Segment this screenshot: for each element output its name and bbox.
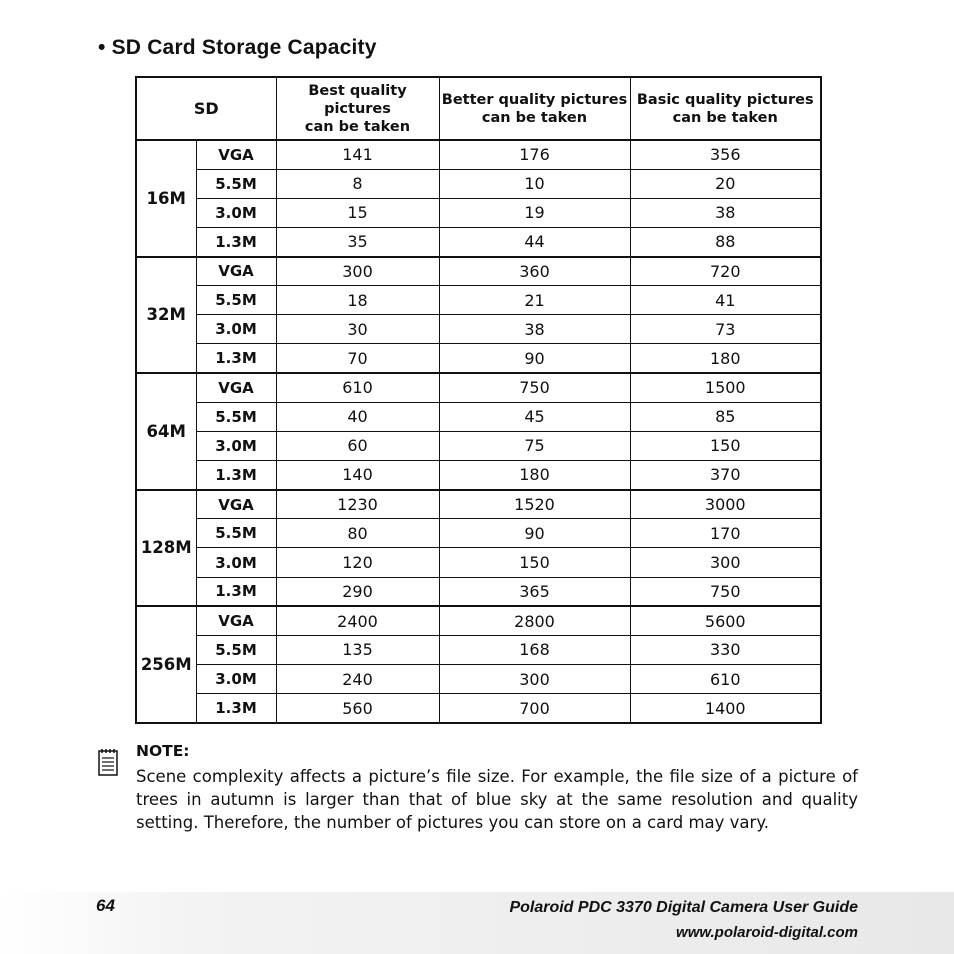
best-quality-cell: 70	[276, 344, 439, 373]
card-size-cell: 64M	[136, 373, 196, 490]
resolution-cell: 3.0M	[196, 548, 276, 577]
resolution-cell: 3.0M	[196, 315, 276, 344]
card-size-cell: 16M	[136, 140, 196, 257]
basic-quality-cell: 170	[630, 519, 821, 548]
resolution-cell: 5.5M	[196, 169, 276, 198]
better-quality-cell: 1520	[439, 490, 630, 519]
resolution-cell: VGA	[196, 606, 276, 635]
table-row	[136, 286, 821, 315]
resolution-cell: 3.0M	[196, 198, 276, 227]
resolution-cell: 1.3M	[196, 461, 276, 490]
card-size-cell: 128M	[136, 490, 196, 607]
resolution-cell: 1.3M	[196, 577, 276, 606]
resolution-cell: 1.3M	[196, 227, 276, 256]
guide-url: www.polaroid-digital.com	[676, 924, 858, 941]
basic-quality-cell: 73	[630, 315, 821, 344]
best-quality-header	[276, 77, 439, 140]
basic-quality-header-line2: can be taken	[672, 109, 778, 126]
table-row	[136, 198, 821, 227]
basic-quality-cell: 85	[630, 402, 821, 431]
resolution-cell: 5.5M	[196, 402, 276, 431]
better-quality-header-line2: can be taken	[481, 109, 588, 126]
table-row	[136, 373, 821, 402]
better-quality-cell: 19	[439, 198, 630, 227]
better-quality-cell: 10	[439, 169, 630, 198]
better-quality-cell: 75	[439, 431, 630, 460]
best-quality-cell: 1230	[276, 490, 439, 519]
best-quality-cell: 18	[276, 286, 439, 315]
best-quality-cell: 141	[276, 140, 439, 169]
table-header-row	[136, 77, 821, 140]
basic-quality-cell: 20	[630, 169, 821, 198]
basic-quality-cell: 750	[630, 577, 821, 606]
basic-quality-cell: 38	[630, 198, 821, 227]
best-quality-cell: 40	[276, 402, 439, 431]
table-row	[136, 431, 821, 460]
better-quality-cell: 360	[439, 257, 630, 286]
basic-quality-cell: 720	[630, 257, 821, 286]
basic-quality-cell: 180	[630, 344, 821, 373]
resolution-cell: VGA	[196, 140, 276, 169]
guide-title: Polaroid PDC 3370 Digital Camera User Guide	[509, 899, 858, 916]
basic-quality-cell: 370	[630, 461, 821, 490]
table-row	[136, 315, 821, 344]
basic-quality-cell: 1500	[630, 373, 821, 402]
better-quality-header-line1: Better quality pictures	[441, 91, 628, 108]
resolution-cell: 3.0M	[196, 665, 276, 694]
better-quality-cell: 44	[439, 227, 630, 256]
table-row	[136, 169, 821, 198]
table-row	[136, 402, 821, 431]
better-quality-cell: 21	[439, 286, 630, 315]
best-quality-cell: 240	[276, 665, 439, 694]
best-quality-cell: 300	[276, 257, 439, 286]
resolution-cell: VGA	[196, 257, 276, 286]
table-row	[136, 635, 821, 664]
resolution-cell: 5.5M	[196, 519, 276, 548]
basic-quality-cell: 5600	[630, 606, 821, 635]
best-quality-cell: 80	[276, 519, 439, 548]
best-quality-cell: 290	[276, 577, 439, 606]
table-row	[136, 519, 821, 548]
better-quality-cell: 365	[439, 577, 630, 606]
resolution-cell: 5.5M	[196, 635, 276, 664]
basic-quality-cell: 3000	[630, 490, 821, 519]
best-quality-cell: 35	[276, 227, 439, 256]
basic-quality-header	[630, 77, 821, 140]
page-title: • SD Card Storage Capacity	[98, 36, 377, 59]
table-row	[136, 227, 821, 256]
resolution-cell: VGA	[196, 373, 276, 402]
better-quality-cell: 168	[439, 635, 630, 664]
better-quality-cell: 300	[439, 665, 630, 694]
card-size-cell: 256M	[136, 606, 196, 723]
basic-quality-cell: 41	[630, 286, 821, 315]
better-quality-cell: 90	[439, 344, 630, 373]
resolution-cell: 5.5M	[196, 286, 276, 315]
note-body: Scene complexity affects a picture’s file size. For example, the file size of a picture of trees in autumn is larger than that of blue sky at the same resolution and quality setting. Therefore, the number of pictures you can store on a card may vary.	[136, 767, 858, 832]
table-row	[136, 606, 821, 635]
table-row	[136, 461, 821, 490]
best-quality-header-line2: can be taken	[304, 118, 411, 135]
better-quality-cell: 180	[439, 461, 630, 490]
basic-quality-cell: 88	[630, 227, 821, 256]
best-quality-cell: 15	[276, 198, 439, 227]
better-quality-cell: 45	[439, 402, 630, 431]
best-quality-cell: 560	[276, 694, 439, 723]
table-row	[136, 490, 821, 519]
best-quality-header-line1: Best quality pictures	[308, 82, 407, 117]
basic-quality-cell: 150	[630, 431, 821, 460]
better-quality-header	[439, 77, 630, 140]
resolution-cell: 1.3M	[196, 694, 276, 723]
better-quality-cell: 150	[439, 548, 630, 577]
resolution-cell: 3.0M	[196, 431, 276, 460]
sd-header: SD	[136, 77, 276, 140]
better-quality-cell: 176	[439, 140, 630, 169]
best-quality-cell: 140	[276, 461, 439, 490]
table-row	[136, 694, 821, 723]
better-quality-cell: 90	[439, 519, 630, 548]
resolution-cell: 1.3M	[196, 344, 276, 373]
better-quality-cell: 38	[439, 315, 630, 344]
storage-capacity-table	[135, 76, 822, 724]
better-quality-cell: 2800	[439, 606, 630, 635]
basic-quality-cell: 300	[630, 548, 821, 577]
table-row	[136, 577, 821, 606]
best-quality-cell: 120	[276, 548, 439, 577]
note-icon	[98, 748, 118, 776]
table-row	[136, 140, 821, 169]
page-number: 64	[96, 896, 115, 915]
best-quality-cell: 2400	[276, 606, 439, 635]
resolution-cell: VGA	[196, 490, 276, 519]
best-quality-cell: 610	[276, 373, 439, 402]
table-row	[136, 548, 821, 577]
best-quality-cell: 135	[276, 635, 439, 664]
note-title: NOTE:	[136, 742, 190, 760]
basic-quality-cell: 1400	[630, 694, 821, 723]
better-quality-cell: 750	[439, 373, 630, 402]
basic-quality-cell: 610	[630, 665, 821, 694]
table-row	[136, 665, 821, 694]
basic-quality-cell: 356	[630, 140, 821, 169]
basic-quality-header-line1: Basic quality pictures	[636, 91, 814, 108]
basic-quality-cell: 330	[630, 635, 821, 664]
best-quality-cell: 8	[276, 169, 439, 198]
better-quality-cell: 700	[439, 694, 630, 723]
table-row	[136, 344, 821, 373]
card-size-cell: 32M	[136, 257, 196, 374]
table-row	[136, 257, 821, 286]
best-quality-cell: 30	[276, 315, 439, 344]
best-quality-cell: 60	[276, 431, 439, 460]
